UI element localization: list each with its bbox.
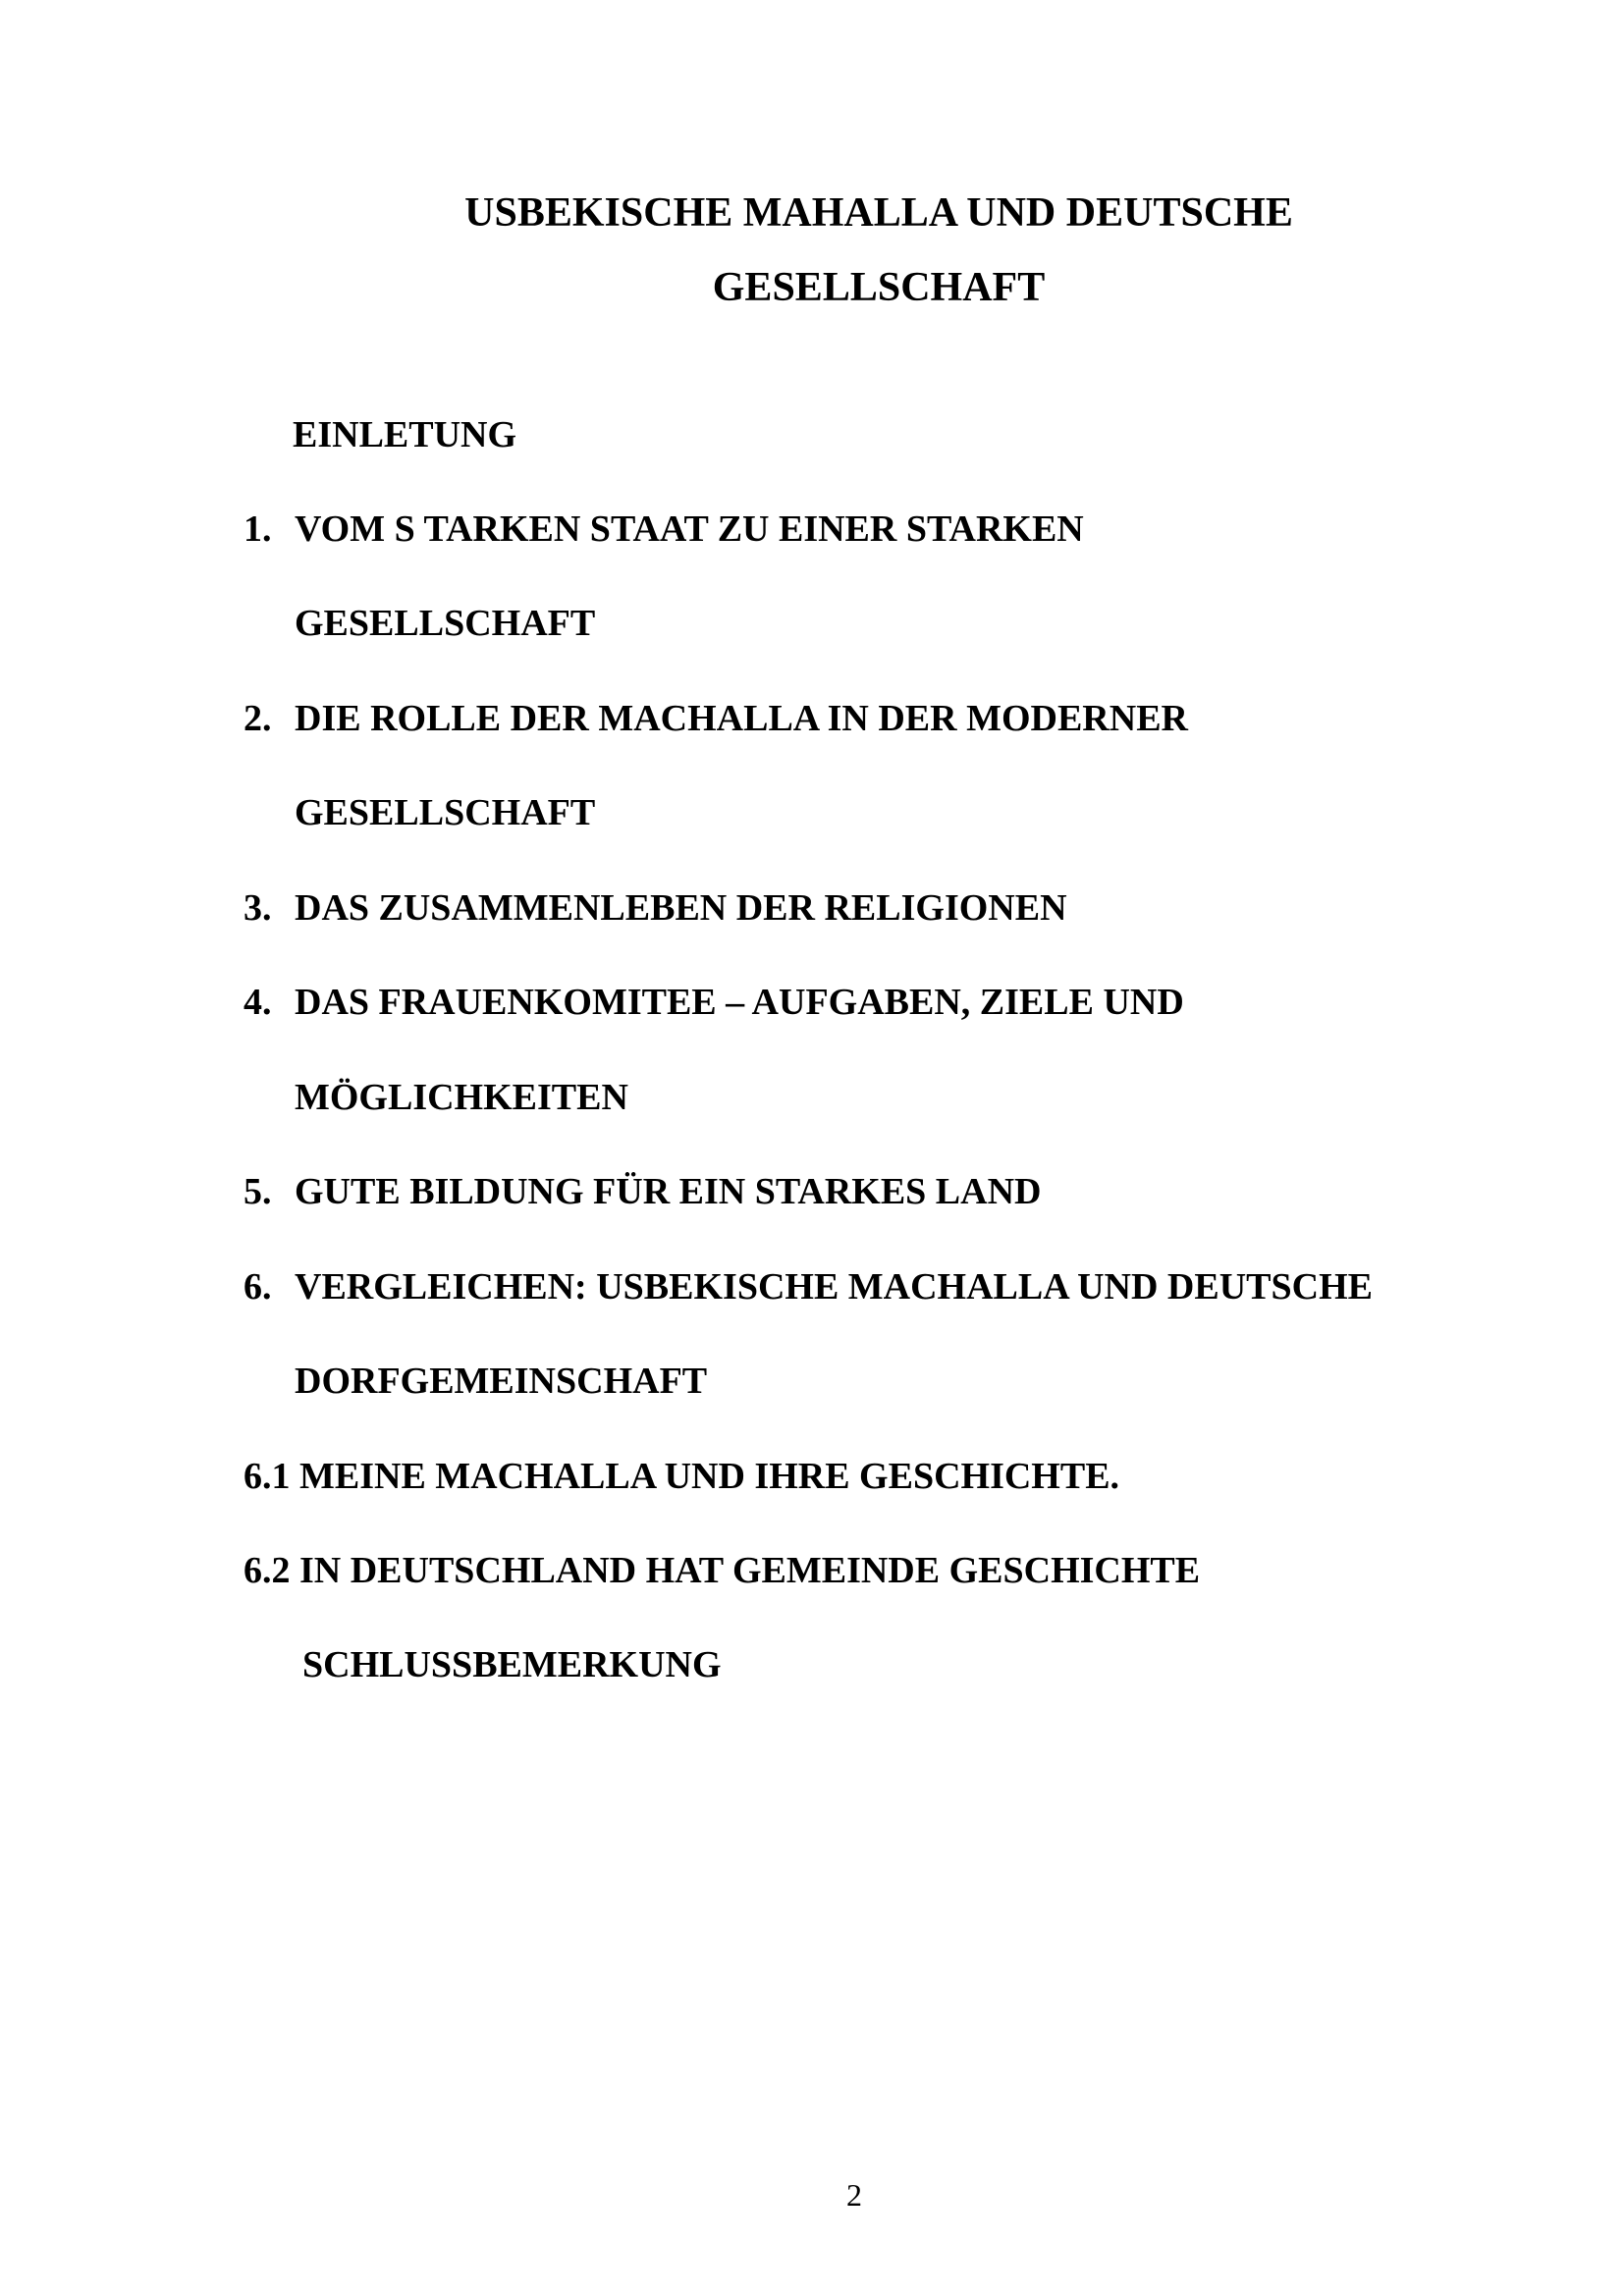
toc-entry-3-number: 3. xyxy=(244,887,272,929)
page-number: 2 xyxy=(846,2177,862,2213)
toc-entry-4-line-1: DAS FRAUENKOMITEE – AUFGABEN, ZIELE UND xyxy=(295,982,1184,1023)
toc-entry-1-number: 1. xyxy=(244,508,272,550)
toc-entry-4-number: 4. xyxy=(244,982,272,1023)
toc-entry-6-line-1: VERGLEICHEN: USBEKISCHE MACHALLA UND DEUTSCHE xyxy=(295,1266,1373,1308)
toc-entry-2-number: 2. xyxy=(244,698,272,739)
toc-entry-6-number: 6. xyxy=(244,1266,272,1308)
toc-entry-6-line-2: DORFGEMEINSCHAFT xyxy=(295,1361,708,1402)
toc-intro: EINLETUNG xyxy=(293,414,517,455)
toc-entry-1-line-1: VOM S TARKEN STAAT ZU EINER STARKEN xyxy=(295,508,1084,550)
toc-entry-5-number: 5. xyxy=(244,1171,272,1212)
toc-sub-entry-6-2: 6.2 IN DEUTSCHLAND HAT GEMEINDE GESCHICHTE xyxy=(244,1550,1201,1591)
title-line-1: USBEKISCHE MAHALLA UND DEUTSCHE xyxy=(464,190,1293,236)
toc-entry-1-line-2: GESELLSCHAFT xyxy=(295,603,596,644)
toc-sub-entry-6-1: 6.1 MEINE MACHALLA UND IHRE GESCHICHTE. xyxy=(244,1456,1120,1497)
toc-closing: SCHLUSSBEMERKUNG xyxy=(302,1644,722,1685)
toc-entry-5-line-1: GUTE BILDUNG FÜR EIN STARKES LAND xyxy=(295,1171,1042,1212)
title-line-2: GESELLSCHAFT xyxy=(712,265,1046,310)
toc-entry-2-line-1: DIE ROLLE DER MACHALLA IN DER MODERNER xyxy=(295,698,1188,739)
toc-entry-3-line-1: DAS ZUSAMMENLEBEN DER RELIGIONEN xyxy=(295,887,1067,929)
toc-entry-4-line-2: MÖGLICHKEITEN xyxy=(295,1077,628,1118)
toc-entry-2-line-2: GESELLSCHAFT xyxy=(295,792,596,833)
